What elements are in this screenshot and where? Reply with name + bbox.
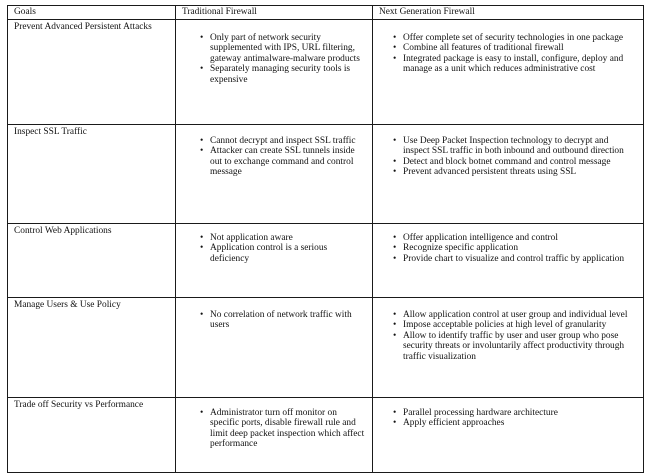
list-item: • Cannot decrypt and inspect SSL traffic: [199, 136, 366, 147]
traditional-cell: [176, 124, 373, 223]
traditional-cell: [176, 223, 373, 297]
list-item: • Allow to identify traffic by user and user group who pose security threats or involuntarily affect productivity through traffic visualization: [392, 331, 637, 363]
next-gen-cell: [373, 19, 644, 124]
list-item: • Offer complete set of security technologies in one package: [392, 33, 637, 44]
traditional-cell: [176, 19, 373, 124]
list-item: • Prevent advanced persistent threats using SSL: [392, 167, 637, 178]
goal-cell: Control Web Applications: [8, 223, 176, 297]
list-item: • Allow application control at user group and individual level: [392, 310, 637, 321]
table-row: [8, 124, 644, 223]
next-gen-cell: [373, 223, 644, 297]
list-item: • Recognize specific application: [392, 243, 637, 254]
list-item: • Detect and block botnet command and control message: [392, 157, 637, 168]
header-traditional-firewall: Traditional Firewall: [176, 6, 373, 20]
table-row: [8, 19, 644, 124]
next-gen-list: [392, 136, 637, 178]
goal-cell: Trade off Security vs Performance: [8, 397, 176, 472]
table-row: [8, 397, 644, 472]
list-item: • No correlation of network traffic with users: [199, 310, 366, 331]
next-gen-list: [392, 310, 637, 363]
list-item: • Use Deep Packet Inspection technology to decrypt and inspect SSL traffic in both inbound and outbound direction: [392, 136, 637, 157]
list-item: • Separately managing security tools is expensive: [199, 64, 366, 85]
header-next-generation-firewall: Next Generation Firewall: [373, 6, 644, 20]
next-gen-cell: [373, 297, 644, 397]
list-item: • Application control is a serious deficiency: [199, 243, 366, 264]
list-item: • Attacker can create SSL tunnels inside out to exchange command and control message: [199, 146, 366, 178]
list-item: • Only part of network security supplemented with IPS, URL filtering, gateway antimalware-malware products: [199, 33, 366, 65]
list-item: • Not application aware: [199, 233, 366, 244]
next-gen-cell: [373, 124, 644, 223]
traditional-list: [199, 310, 366, 331]
next-gen-list: [392, 408, 637, 429]
table-row: [8, 223, 644, 297]
list-item: • Apply efficient approaches: [392, 418, 637, 429]
header-goals: Goals: [8, 6, 176, 20]
traditional-cell: [176, 297, 373, 397]
list-item: • Combine all features of traditional firewall: [392, 43, 637, 54]
traditional-list: [199, 408, 366, 450]
next-gen-cell: [373, 397, 644, 472]
goal-cell: Inspect SSL Traffic: [8, 124, 176, 223]
next-gen-list: [392, 233, 637, 265]
traditional-list: [199, 33, 366, 86]
traditional-cell: [176, 397, 373, 472]
list-item: • Impose acceptable policies at high level of granularity: [392, 320, 637, 331]
list-item: • Offer application intelligence and control: [392, 233, 637, 244]
goal-cell: Manage Users & Use Policy: [8, 297, 176, 397]
list-item: • Parallel processing hardware architecture: [392, 408, 637, 419]
header-row: [8, 6, 644, 20]
list-item: • Integrated package is easy to install, configure, deploy and manage as a unit which reduces administrative cost: [392, 54, 637, 75]
next-gen-list: [392, 33, 637, 75]
traditional-list: [199, 136, 366, 178]
traditional-list: [199, 233, 366, 265]
firewall-comparison-table: [7, 5, 644, 473]
list-item: • Administrator turn off monitor on specific ports, disable firewall rule and limit deep packet inspection which affect performance: [199, 408, 366, 450]
goal-cell: Prevent Advanced Persistent Attacks: [8, 19, 176, 124]
table-row: [8, 297, 644, 397]
list-item: • Provide chart to visualize and control traffic by application: [392, 254, 637, 265]
